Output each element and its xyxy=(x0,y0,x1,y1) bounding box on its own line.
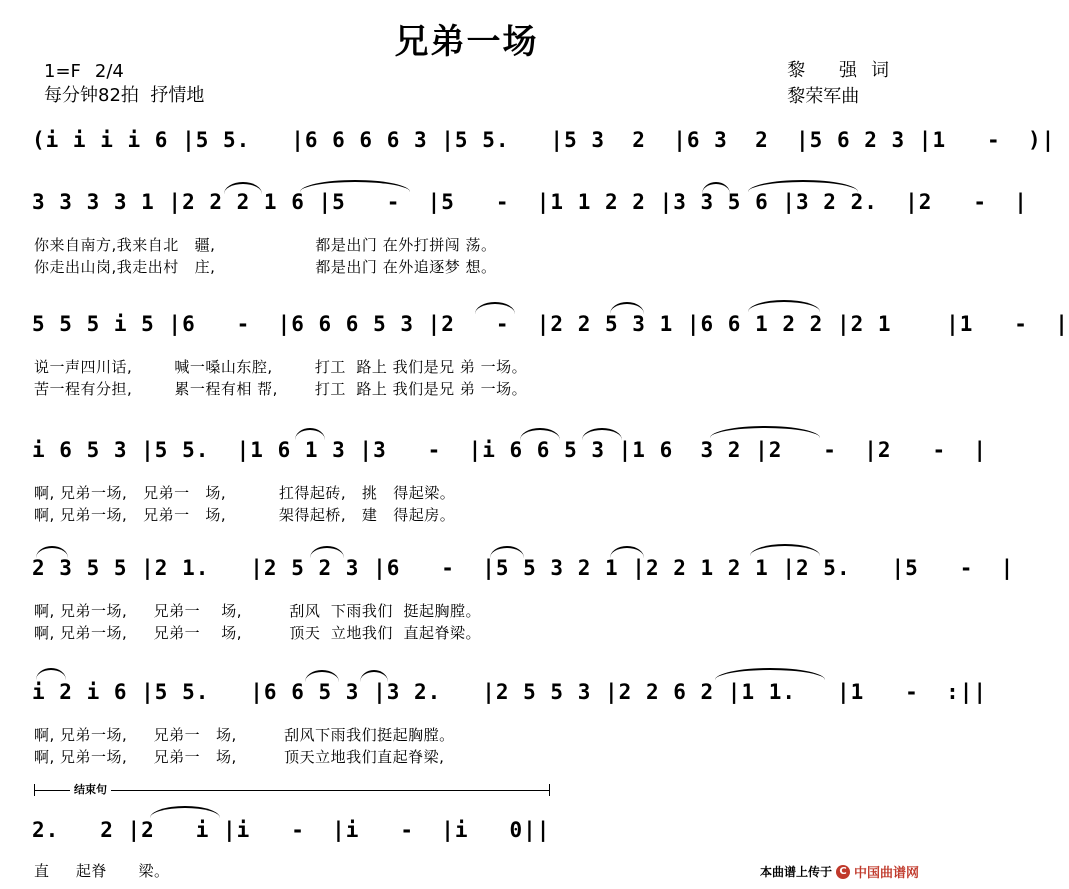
tie-slur xyxy=(475,302,515,314)
tie-slur xyxy=(748,300,820,312)
music-row-2: 5 5 5 i 5 |6 - |6 6 6 5 3 |2 - |2 2 5 3 1 |6 6 1 2 2 |2 1 |1 - | xyxy=(32,312,1069,336)
lyric-row-ending: 直 起脊 梁。 xyxy=(34,862,170,880)
lyric-row-5-verse-2: 啊, 兄弟一场, 兄弟一 场, 顶天立地我们直起脊梁, xyxy=(34,748,445,766)
music-row-intro: (i i i i 6 |5 5. |6 6 6 6 3 |5 5. |5 3 2 |6 3 2 |5 6 2 3 |1 - )| xyxy=(32,128,1056,152)
tie-slur xyxy=(750,544,820,556)
tie-slur xyxy=(310,546,344,558)
music-row-5: i 2 i 6 |5 5. |6 6 5 3 |3 2. |2 5 5 3 |2 2 6 2 |1 1. |1 - :|| xyxy=(32,680,988,704)
tie-slur xyxy=(150,806,220,818)
ending-line xyxy=(34,790,550,791)
tie-slur xyxy=(36,668,66,680)
ending-tick-left xyxy=(34,784,35,796)
composer-credit: 黎荣军曲 xyxy=(787,86,860,107)
lyricist-credit: 黎 强词 xyxy=(787,60,903,81)
ending-tick-right xyxy=(549,784,550,796)
music-row-1: 3 3 3 3 1 |2 2 2 1 6 |5 - |5 - |1 1 2 2 |3 3 5 6 |3 2 2. |2 - | xyxy=(32,190,1028,214)
tie-slur xyxy=(702,182,730,194)
key-signature: 1=F xyxy=(44,61,81,82)
song-title: 兄弟一场 xyxy=(394,22,539,62)
tie-slur xyxy=(360,670,388,682)
lyric-row-2-verse-1: 说一声四川话, 喊一嗓山东腔, 打工 路上 我们是兄 弟 一场。 xyxy=(34,358,528,376)
tie-slur xyxy=(224,182,262,194)
tie-slur xyxy=(610,302,644,314)
footer-attribution xyxy=(760,862,919,881)
tie-slur xyxy=(36,546,68,558)
time-signature: 2/4 xyxy=(94,61,124,82)
lyric-row-4-verse-1: 啊, 兄弟一场, 兄弟一 场, 刮风 下雨我们 挺起胸膛。 xyxy=(34,602,481,620)
tie-slur xyxy=(710,426,820,438)
lyric-row-1-verse-1: 你来自南方,我来自北 疆, 都是出门 在外打拼闯 荡。 xyxy=(34,236,497,254)
footer-text: 本曲谱上传于 xyxy=(759,865,832,879)
tie-slur xyxy=(295,428,325,440)
ending-bracket xyxy=(34,784,550,796)
lyric-row-3-verse-1: 啊, 兄弟一场, 兄弟一 场, 扛得起砖, 挑 得起梁。 xyxy=(34,484,456,502)
lyric-row-4-verse-2: 啊, 兄弟一场, 兄弟一 场, 顶天 立地我们 直起脊梁。 xyxy=(34,624,481,642)
tie-slur xyxy=(490,546,524,558)
ending-label: 结束句 xyxy=(70,781,111,797)
lyric-row-2-verse-2: 苦一程有分担, 累一程有相 帮, 打工 路上 我们是兄 弟 一场。 xyxy=(34,380,528,398)
music-row-3: i 6 5 3 |5 5. |1 6 1 3 |3 - |i 6 6 5 3 |1 6 3 2 |2 - |2 - | xyxy=(32,438,988,462)
lyric-row-3-verse-2: 啊, 兄弟一场, 兄弟一 场, 架得起桥, 建 得起房。 xyxy=(34,506,456,524)
tempo: 每分钟82拍 xyxy=(44,85,139,106)
key-tempo-block xyxy=(44,60,204,108)
tie-slur xyxy=(715,668,825,680)
lyric-row-5-verse-1: 啊, 兄弟一场, 兄弟一 场, 刮风下雨我们挺起胸膛。 xyxy=(34,726,455,744)
tie-slur xyxy=(610,546,644,558)
tie-slur xyxy=(300,180,410,192)
music-row-4: 2 3 5 5 |2 1. |2 5 2 3 |6 - |5 5 3 2 1 |2 2 1 2 1 |2 5. |5 - | xyxy=(32,556,1015,580)
tie-slur xyxy=(305,670,339,682)
tie-slur xyxy=(520,428,560,440)
footer-brand[interactable]: 中国曲谱网 xyxy=(853,866,919,881)
site-logo-icon: C xyxy=(836,865,850,879)
mood: 抒情地 xyxy=(150,85,205,106)
tie-slur xyxy=(748,180,858,192)
lyric-row-1-verse-2: 你走出山岗,我走出村 庄, 都是出门 在外追逐梦 想。 xyxy=(34,258,497,276)
music-row-ending: 2. 2 |2 i |i - |i - |i 0|| xyxy=(32,818,551,842)
credits-block xyxy=(787,58,903,110)
tie-slur xyxy=(582,428,622,440)
